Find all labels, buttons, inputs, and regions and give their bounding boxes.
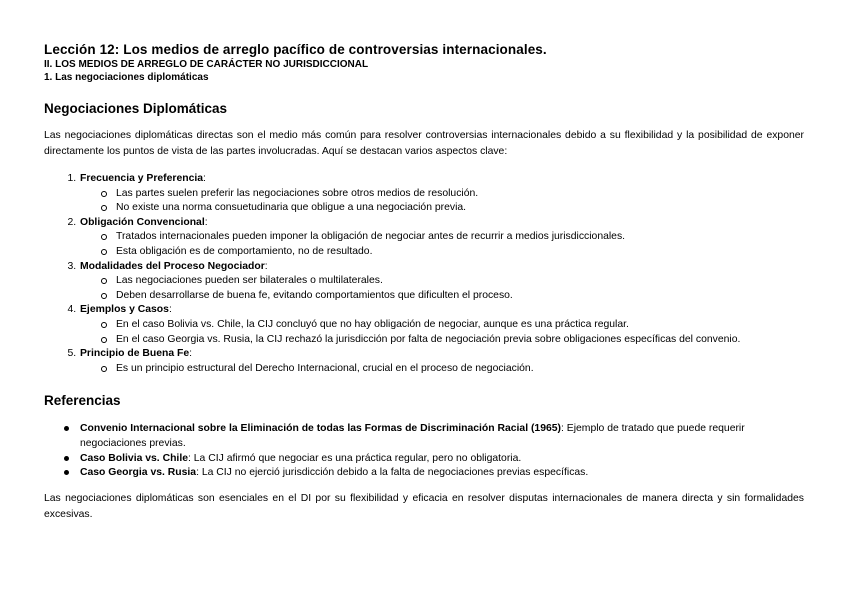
circle-bullet-icon <box>101 337 107 343</box>
circle-bullet-icon <box>101 249 107 255</box>
point-subitem: Deben desarrollarse de buena fe, evitando comportamientos que dificulten el proceso. <box>116 289 804 304</box>
negociaciones-heading: Negociaciones Diplomáticas <box>44 101 228 116</box>
point-subitem: Es un principio estructural del Derecho Internacional, crucial en el proceso de negociación. <box>116 362 804 377</box>
point-subitems <box>80 187 804 216</box>
point-item: 4. Ejemplos y Casos: En el caso Bolivia vs. Chile, la CIJ concluyó que no hay obligación de negociar, aunque es una práctica regular. En el caso Georgia vs. Rusia, la CIJ rechazó la jurisdicción por falta de negociación previa sobre obligaciones específicas del convenio. <box>79 303 804 347</box>
point-subitem: Las negociaciones pueden ser bilaterales o multilaterales. <box>116 274 804 289</box>
circle-bullet-icon <box>101 278 107 284</box>
point-subitem: No existe una norma consuetudinaria que obligue a una negociación previa. <box>116 201 804 216</box>
conclusion-paragraph: Las negociaciones diplomáticas son esenciales en el DI por su flexibilidad y eficacia en resolver disputas internacionales de manera directa y sin formalidades excesivas. <box>44 492 804 520</box>
references-list <box>44 422 804 480</box>
bullet-icon <box>64 470 69 475</box>
reference-text: : La CIJ afirmó que negociar es una práctica regular, pero no obligatoria. <box>188 452 522 464</box>
lesson-title: Lección 12: Los medios de arreglo pacífico de controversias internacionales. <box>44 42 547 57</box>
key-points-list <box>44 172 804 376</box>
point-subitem: En el caso Georgia vs. Rusia, la CIJ rechazó la jurisdicción por falta de negociación previa sobre obligaciones específicas del convenio. <box>116 333 804 348</box>
intro-paragraph: Las negociaciones diplomáticas directas son el medio más común para resolver controversias internacionales debido a su flexibilidad y la posibilidad de exponer directamente los puntos de vista de las partes involucradas. Aquí se destacan varios aspectos clave: <box>44 130 804 157</box>
point-item: 3. Modalidades del Proceso Negociador: Las negociaciones pueden ser bilaterales o multilaterales. Deben desarrollarse de buena fe, evitando comportamientos que dificulten el proceso. <box>79 260 804 304</box>
reference-text: : Ejemplo de tratado que puede requerir negociaciones previas. <box>80 423 745 449</box>
circle-bullet-icon <box>101 234 107 240</box>
point-subitem: Esta obligación es de comportamiento, no de resultado. <box>116 245 804 260</box>
circle-bullet-icon <box>101 322 107 328</box>
bullet-icon <box>64 456 69 461</box>
point-subitems <box>80 362 804 377</box>
point-title: Ejemplos y Casos <box>80 304 169 316</box>
reference-title: Convenio Internacional sobre la Eliminación de todas las Formas de Discriminación Racial (1965) <box>80 423 562 435</box>
section-heading: II. LOS MEDIOS DE ARREGLO DE CARÁCTER NO JURISDICCIONAL <box>44 59 369 70</box>
circle-bullet-icon <box>101 191 107 197</box>
circle-bullet-icon <box>101 293 107 299</box>
point-item: 2. Obligación Convencional: Tratados internacionales pueden imponer la obligación de negociar antes de recurrir a medios jurisdiccionales. Esta obligación es de comportamiento, no de resultado. <box>79 216 804 260</box>
point-subitems <box>80 230 804 259</box>
point-subitem: Tratados internacionales pueden imponer la obligación de negociar antes de recurrir a medios jurisdiccionales. <box>116 230 804 245</box>
point-subitems <box>80 318 804 347</box>
reference-item <box>80 422 804 451</box>
point-title: Frecuencia y Preferencia <box>80 173 204 184</box>
point-subitems <box>80 274 804 303</box>
reference-title: Caso Georgia vs. Rusia <box>80 467 197 479</box>
reference-title: Caso Bolivia vs. Chile <box>80 452 188 464</box>
point-item: 1. Frecuencia y Preferencia: Las partes suelen preferir las negociaciones sobre otros medios de resolución. No existe una norma consuetudinaria que obligue a una negociación previa. <box>79 172 804 216</box>
circle-bullet-icon <box>101 205 107 211</box>
referencias-heading: Referencias <box>44 393 121 409</box>
bullet-icon <box>64 426 69 431</box>
reference-item <box>80 466 804 481</box>
point-subitem: En el caso Bolivia vs. Chile, la CIJ concluyó que no hay obligación de negociar, aunque es una práctica regular. <box>116 318 804 333</box>
circle-bullet-icon <box>101 366 107 372</box>
point-title: Principio de Buena Fe <box>80 348 190 360</box>
reference-item <box>80 452 804 467</box>
point-title: Modalidades del Proceso Negociador <box>80 260 265 272</box>
point-title: Obligación Convencional <box>80 216 205 228</box>
subsection-heading: 1. Las negociaciones diplomáticas <box>44 72 209 83</box>
reference-text: : La CIJ no ejerció jurisdicción debido a la falta de negociaciones previas específicas. <box>196 467 589 479</box>
point-subitem: Las partes suelen preferir las negociaciones sobre otros medios de resolución. <box>116 187 804 202</box>
point-item: 5. Principio de Buena Fe: Es un principio estructural del Derecho Internacional, crucial en el proceso de negociación. <box>79 347 804 376</box>
